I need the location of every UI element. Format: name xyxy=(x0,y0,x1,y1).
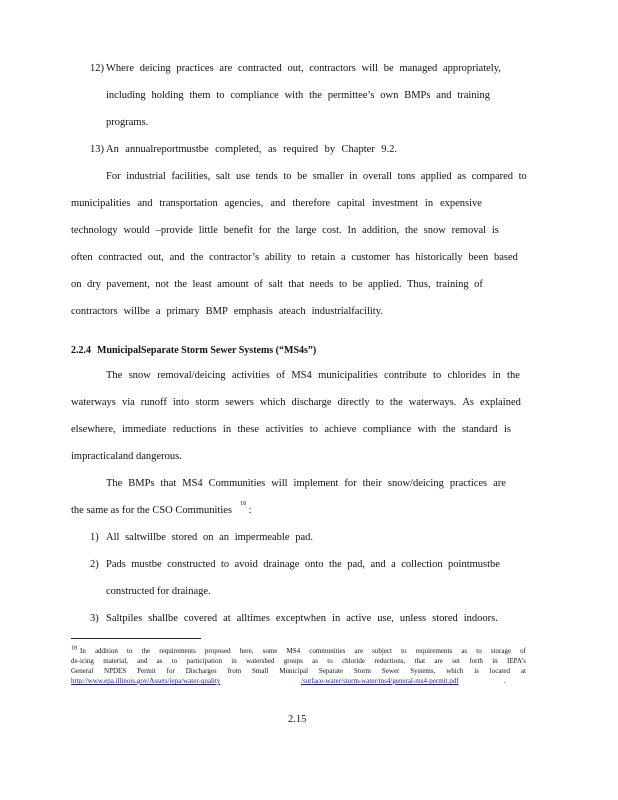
list-item-text: All saltwillbe stored on an impermeable pad. xyxy=(106,532,313,543)
footnote-marker: 18 xyxy=(71,645,77,652)
footnote-line: de-icing material, and as to participation in watershed groups as to chloride reductions, that are set forth in IEPA’s xyxy=(71,657,526,665)
footnote-link[interactable]: /surface-water/storm-water/ms4/general-ms4-permit.pdf xyxy=(301,677,459,685)
footnote-reference: 18 xyxy=(239,501,246,507)
paragraph-line: For industrial facilities, salt use tends to be smaller in overall tons applied as compared to xyxy=(106,171,527,182)
list-item-text: constructed for drainage. xyxy=(106,586,211,597)
paragraph-line: impracticaland dangerous. xyxy=(71,451,182,462)
paragraph-line xyxy=(71,501,252,518)
footnote-line xyxy=(71,647,526,657)
section-number: 2.2.4 xyxy=(71,345,91,356)
footnote-line: General NPDES Permit for Discharges from Small Municipal Separate Storm Sewer Systems, which is located at xyxy=(71,667,526,675)
list-number: 12) xyxy=(90,63,104,74)
paragraph-line: contractors willbe a primary BMP emphasis ateach industrialfacility. xyxy=(71,306,383,317)
footnote-line xyxy=(71,677,526,687)
paragraph-line: on dry pavement, not the least amount of salt that needs to be applied. Thus, training of xyxy=(71,279,483,290)
section-title: MunicipalSeparate Storm Sewer Systems (“MS4s”) xyxy=(97,345,317,356)
list-item-text: programs. xyxy=(106,117,149,128)
list-item-text: Pads mustbe constructed to avoid drainage onto the pad, and a collection pointmustbe xyxy=(106,559,500,570)
paragraph-text: : xyxy=(245,505,252,516)
paragraph-text: the same as for the CSO Communities xyxy=(71,505,232,516)
footnote-end: . xyxy=(504,677,506,685)
paragraph-line: The snow removal/deicing activities of MS4 municipalities contribute to chlorides in the xyxy=(106,370,520,381)
paragraph-line: municipalities and transportation agencies, and therefore capital investment in expensive xyxy=(71,198,482,209)
list-item-text: An annualreportmustbe completed, as required by Chapter 9.2. xyxy=(106,144,397,155)
list-number: 2) xyxy=(90,559,99,570)
paragraph-line: elsewhere, immediate reductions in these activities to achieve compliance with the standard is xyxy=(71,424,511,435)
footnote-text: In addition to the requirements proposed here, some MS4 communities are subject to requirements as to storage of xyxy=(80,647,526,655)
list-item-text: including holding them to compliance with the permittee’s own BMPs and training xyxy=(106,90,490,101)
list-item-text: Where deicing practices are contracted out, contractors will be managed appropriately, xyxy=(106,63,501,74)
paragraph-line: technology would –provide little benefit for the large cost. In addition, the snow removal is xyxy=(71,225,499,236)
list-item-text: Saltpiles shallbe covered at alltimes exceptwhen in active use, unless stored indoors. xyxy=(106,613,498,624)
paragraph-line: often contracted out, and the contractor’s ability to retain a customer has historically been based xyxy=(71,252,518,263)
section-heading xyxy=(71,344,316,358)
page-number: 2.15 xyxy=(288,714,307,725)
footnote-divider xyxy=(71,638,201,639)
list-number: 3) xyxy=(90,613,99,624)
paragraph-line: The BMPs that MS4 Communities will implement for their snow/deicing practices are xyxy=(106,478,506,489)
footnote-link[interactable]: http://www.epa.illinois.gov/Assets/iepa/water-quality xyxy=(71,677,221,685)
list-number: 1) xyxy=(90,532,99,543)
paragraph-line: waterways via runoff into storm sewers which discharge directly to the waterways. As explained xyxy=(71,397,521,408)
list-number: 13) xyxy=(90,144,104,155)
